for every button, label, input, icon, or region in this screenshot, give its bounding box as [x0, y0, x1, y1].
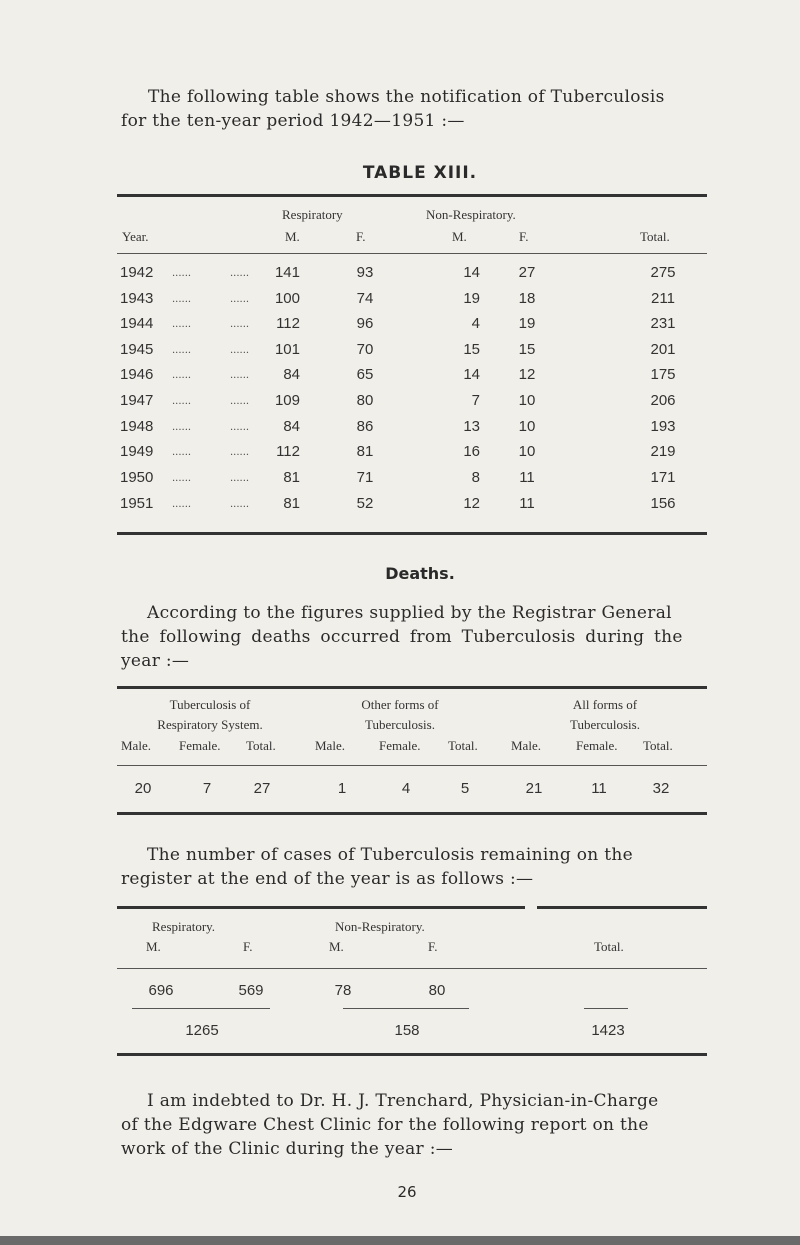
- cell-resp-m: 109: [274, 392, 300, 409]
- cell-total: 219: [650, 443, 676, 460]
- cell-resp-m: 141: [274, 264, 300, 281]
- deaths-group-1-line-2: Respiratory System.: [157, 717, 263, 732]
- cell-year: 1942: [120, 264, 154, 281]
- register-para-line-1: The number of cases of Tuberculosis remaining on the: [147, 845, 633, 865]
- cell-nonresp-f: 27: [518, 264, 536, 281]
- header-total: Total.: [640, 229, 670, 244]
- cell-nonresp-f: 11: [519, 495, 535, 512]
- cell-total: 275: [650, 264, 676, 281]
- deaths-group-1-line-1: Tuberculosis of: [169, 697, 251, 712]
- deaths-group-2-line-1: Other forms of: [361, 697, 439, 712]
- deaths-group-3-line-1: All forms of: [572, 697, 638, 712]
- cell-resp-f: 65: [356, 366, 374, 383]
- deaths-heading: Deaths.: [385, 564, 455, 583]
- deaths-other-female: 4: [401, 780, 411, 797]
- deaths-group-3-line-2: Tuberculosis.: [570, 717, 640, 732]
- table13-top-rule: [117, 194, 707, 197]
- leader-dots: ......: [172, 396, 192, 407]
- cell-resp-f: 96: [356, 315, 374, 332]
- register-header-total: Total.: [594, 939, 624, 954]
- deaths-top-rule: [117, 686, 707, 689]
- page-number: 26: [397, 1183, 417, 1201]
- leader-dots: ......: [172, 473, 192, 484]
- leader-dots: ......: [172, 294, 192, 305]
- deaths-para-line-1: According to the figures supplied by the Registrar General: [147, 603, 672, 623]
- cell-year: 1946: [120, 366, 154, 383]
- cell-total: 175: [650, 366, 676, 383]
- cell-nonresp-m: 12: [463, 495, 480, 512]
- leader-dots: ......: [172, 370, 192, 381]
- cell-nonresp-m: 19: [463, 290, 480, 307]
- register-bottom-rule: [117, 1053, 707, 1056]
- cell-nonresp-m: 13: [463, 418, 480, 435]
- cell-total: 193: [650, 418, 676, 435]
- leader-dots: ......: [172, 345, 192, 356]
- register-header-rule: [117, 968, 707, 969]
- deaths-resp-male: 20: [134, 780, 152, 797]
- intro-line-1: The following table shows the notification of Tuberculosis: [148, 87, 665, 107]
- cell-nonresp-f: 18: [518, 290, 536, 307]
- leader-dots: ......: [230, 396, 250, 407]
- register-resp-m: 696: [148, 982, 174, 999]
- cell-nonresp-f: 15: [518, 341, 536, 358]
- register-subtotal-rule-nonresp: [343, 1008, 469, 1009]
- leader-dots: ......: [172, 499, 192, 510]
- closing-line-3: work of the Clinic during the year :—: [121, 1139, 454, 1159]
- register-header-nonresp-f: F.: [428, 939, 438, 954]
- deaths-all-total: 32: [652, 780, 670, 797]
- register-header-resp-f: F.: [243, 939, 253, 954]
- leader-dots: ......: [230, 345, 250, 356]
- cell-resp-m: 112: [276, 315, 300, 332]
- cell-year: 1943: [120, 290, 154, 307]
- cell-year: 1948: [120, 418, 154, 435]
- cell-resp-m: 84: [283, 418, 300, 435]
- deaths-para-line-2: the following deaths occurred from Tuberculosis during the: [121, 627, 683, 647]
- cell-nonresp-m: 14: [463, 366, 480, 383]
- deaths-sub-total: Total.: [246, 738, 276, 753]
- cell-resp-f: 81: [356, 443, 374, 460]
- leader-dots: ......: [172, 447, 192, 458]
- cell-total: 171: [650, 469, 676, 486]
- leader-dots: ......: [172, 319, 192, 330]
- deaths-sub-female: Female.: [179, 738, 221, 753]
- header-resp-m: M.: [285, 229, 300, 244]
- deaths-bottom-rule: [117, 812, 707, 815]
- cell-nonresp-f: 11: [519, 469, 535, 486]
- cell-resp-f: 86: [356, 418, 374, 435]
- deaths-sub-female: Female.: [576, 738, 618, 753]
- cell-resp-m: 84: [283, 366, 300, 383]
- cell-nonresp-f: 10: [518, 443, 536, 460]
- leader-dots: ......: [230, 447, 250, 458]
- deaths-sub-male: Male.: [511, 738, 541, 753]
- deaths-other-total: 5: [460, 780, 470, 797]
- cell-year: 1951: [120, 495, 154, 512]
- cell-year: 1947: [120, 392, 154, 409]
- cell-total: 206: [650, 392, 676, 409]
- deaths-all-female: 11: [591, 780, 607, 797]
- deaths-para-line-3: year :—: [121, 651, 190, 671]
- register-header-respiratory: Respiratory.: [152, 919, 216, 934]
- cell-resp-m: 112: [276, 443, 300, 460]
- cell-nonresp-f: 10: [518, 418, 536, 435]
- cell-total: 211: [651, 290, 675, 307]
- cell-year: 1945: [120, 341, 154, 358]
- leader-dots: ......: [230, 294, 250, 305]
- deaths-sub-male: Male.: [315, 738, 345, 753]
- deaths-resp-female: 7: [202, 780, 212, 797]
- cell-resp-f: 71: [356, 469, 374, 486]
- cell-nonresp-m: 16: [463, 443, 480, 460]
- cell-nonresp-f: 19: [518, 315, 536, 332]
- scan-edge: [0, 1236, 800, 1245]
- register-header-resp-m: M.: [146, 939, 161, 954]
- leader-dots: ......: [230, 319, 250, 330]
- deaths-other-male: 1: [337, 780, 347, 797]
- leader-dots: ......: [230, 268, 250, 279]
- cell-nonresp-f: 12: [518, 366, 536, 383]
- register-subtotal-respiratory: 1265: [185, 1022, 219, 1039]
- register-subtotal-non-respiratory: 158: [394, 1022, 420, 1039]
- cell-nonresp-m: 7: [471, 392, 480, 409]
- closing-line-1: I am indebted to Dr. H. J. Trenchard, Physician-in-Charge: [147, 1091, 659, 1111]
- leader-dots: ......: [172, 268, 192, 279]
- deaths-group-2-line-2: Tuberculosis.: [365, 717, 435, 732]
- cell-nonresp-m: 4: [471, 315, 480, 332]
- deaths-resp-total: 27: [253, 780, 271, 797]
- cell-nonresp-f: 10: [518, 392, 536, 409]
- leader-dots: ......: [230, 473, 250, 484]
- cell-resp-m: 81: [283, 495, 300, 512]
- deaths-all-male: 21: [525, 780, 543, 797]
- cell-resp-f: 70: [356, 341, 374, 358]
- leader-dots: ......: [230, 370, 250, 381]
- deaths-sub-total: Total.: [448, 738, 478, 753]
- header-nonresp-f: F.: [519, 229, 529, 244]
- deaths-sub-female: Female.: [379, 738, 421, 753]
- cell-resp-m: 101: [274, 341, 300, 358]
- register-resp-f: 569: [238, 982, 264, 999]
- leader-dots: ......: [172, 422, 192, 433]
- deaths-sub-total: Total.: [643, 738, 673, 753]
- table13-bottom-rule: [117, 532, 707, 535]
- register-para-line-2: register at the end of the year is as follows :—: [121, 869, 534, 889]
- cell-nonresp-m: 15: [463, 341, 480, 358]
- cell-year: 1944: [120, 315, 154, 332]
- closing-line-2: of the Edgware Chest Clinic for the following report on the: [121, 1115, 649, 1135]
- register-nonresp-f: 80: [428, 982, 446, 999]
- deaths-sub-male: Male.: [121, 738, 151, 753]
- cell-resp-f: 80: [356, 392, 374, 409]
- register-subtotal-rule-total: [584, 1008, 628, 1009]
- cell-year: 1949: [120, 443, 154, 460]
- header-respiratory: Respiratory: [282, 207, 343, 222]
- cell-resp-f: 52: [356, 495, 374, 512]
- leader-dots: ......: [230, 422, 250, 433]
- cell-total: 201: [650, 341, 676, 358]
- register-nonresp-m: 78: [334, 982, 352, 999]
- cell-resp-f: 93: [356, 264, 374, 281]
- header-year: Year.: [122, 229, 149, 244]
- header-nonresp-m: M.: [452, 229, 467, 244]
- leader-dots: ......: [230, 499, 250, 510]
- cell-nonresp-m: 14: [463, 264, 480, 281]
- cell-nonresp-m: 8: [471, 469, 480, 486]
- register-top-rule-left: [117, 906, 525, 909]
- register-top-rule-right: [537, 906, 707, 909]
- cell-resp-m: 100: [274, 290, 300, 307]
- header-non-respiratory: Non-Respiratory.: [426, 207, 516, 222]
- table13-header-rule: [117, 253, 707, 254]
- register-header-non-respiratory: Non-Respiratory.: [335, 919, 425, 934]
- cell-resp-f: 74: [356, 290, 374, 307]
- register-subtotal-total: 1423: [591, 1022, 625, 1039]
- cell-total: 156: [650, 495, 676, 512]
- register-header-nonresp-m: M.: [329, 939, 344, 954]
- cell-total: 231: [650, 315, 676, 332]
- cell-resp-m: 81: [283, 469, 300, 486]
- intro-line-2: for the ten-year period 1942—1951 :—: [121, 111, 465, 131]
- table-title: TABLE XIII.: [362, 163, 478, 183]
- header-resp-f: F.: [356, 229, 366, 244]
- deaths-header-rule: [117, 765, 707, 766]
- cell-year: 1950: [120, 469, 154, 486]
- register-subtotal-rule-resp: [132, 1008, 270, 1009]
